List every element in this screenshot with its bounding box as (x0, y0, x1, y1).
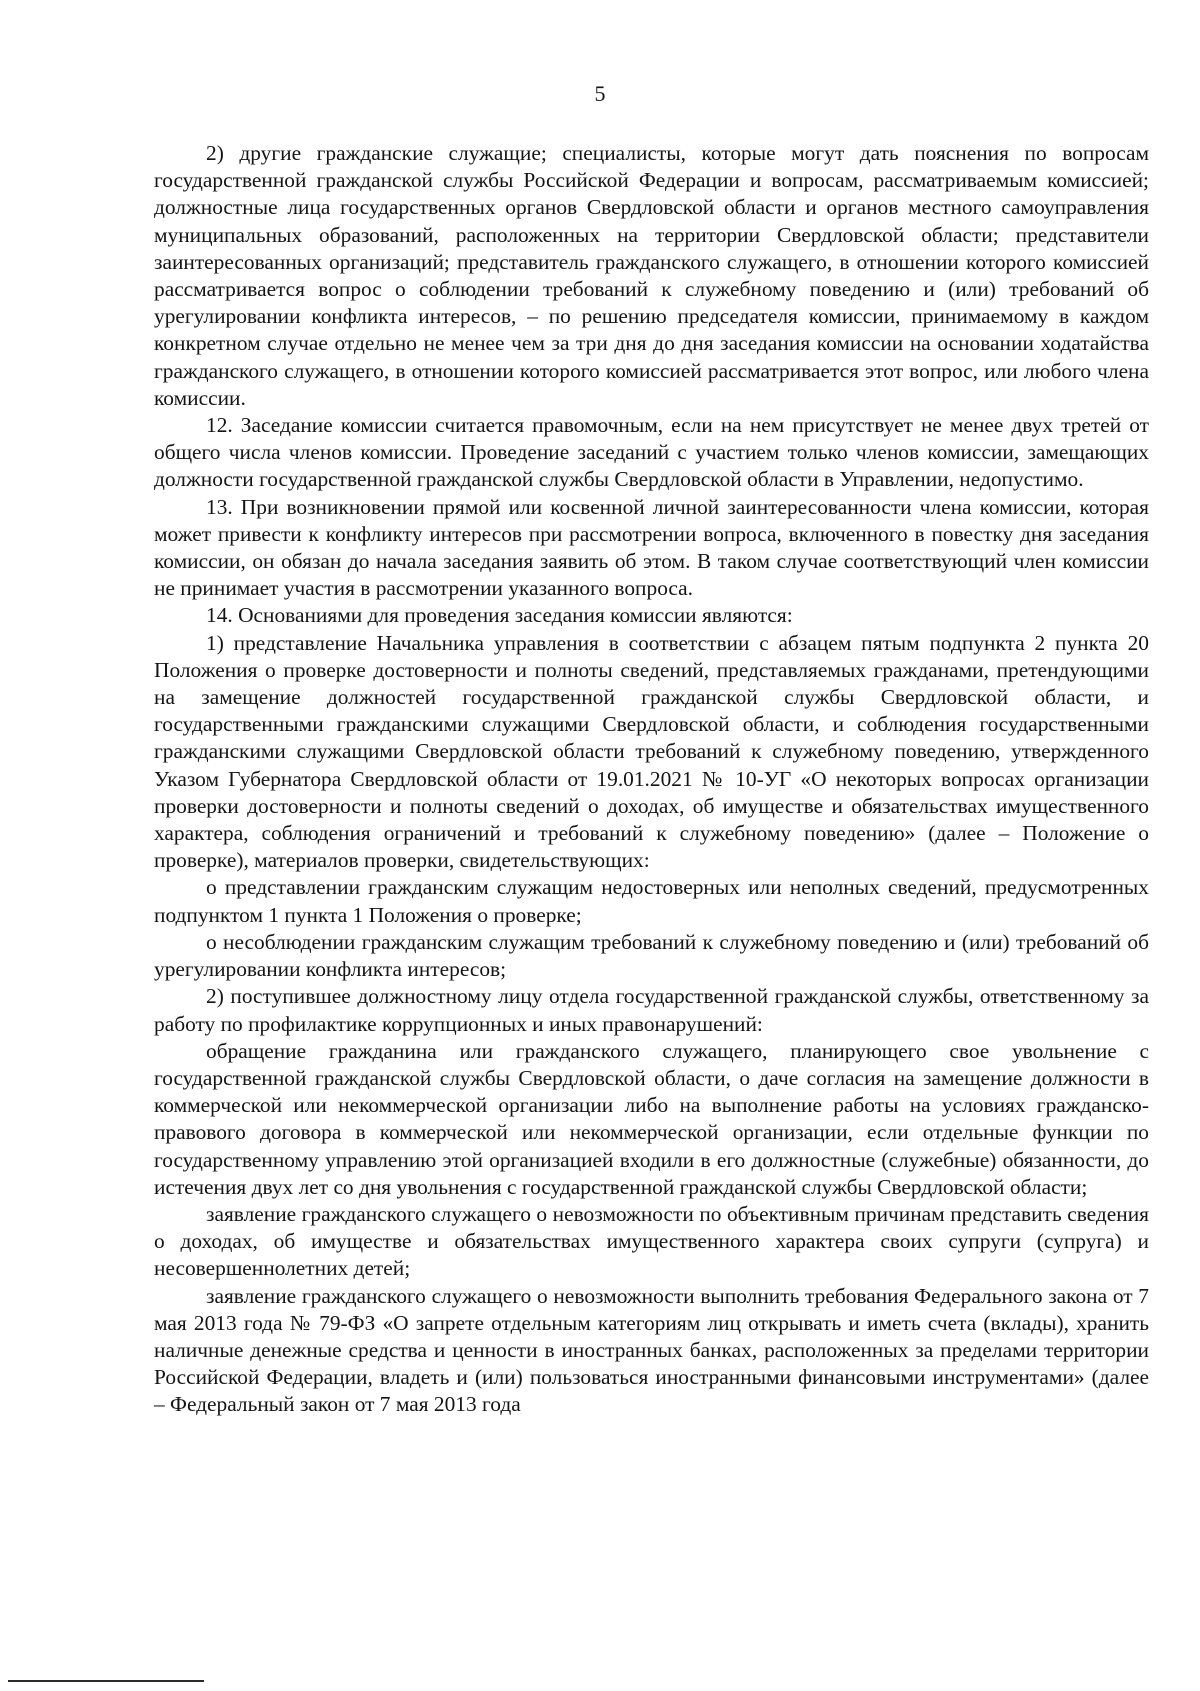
paragraph-13-conflict: 13. При возникновении прямой или косвенной личной заинтересованности члена комиссии, которая может привести к конфликту интересов при рассмотрении вопроса, включенного в повестку дня заседания комиссии, он обязан до начала заседания заявить об этом. В таком случае соответствующий член комиссии не принимает участия в рассмотрении указанного вопроса. (154, 494, 1149, 601)
paragraph-citizen-appeal: обращение гражданина или гражданского служащего, планирующего свое увольнение с государственной гражданской службы Свердловской области, о даче согласия на замещение должности в коммерческой или некоммерческой организации либо на выполнение работы на условиях гражданско-правового договора в коммерческой или некоммерческой организации, если отдельные функции по государственному управлению этой организацией входили в его должностные (служебные) обязанности, до истечения двух лет со дня увольнения с государственной гражданской службы Свердловской области; (154, 1038, 1149, 1199)
paragraph-14-2-received: 2) поступившее должностному лицу отдела государственной гражданской службы, ответственному за работу по профилактике коррупционных и иных правонарушений: (154, 984, 1149, 1036)
paragraph-statement-federal-law: заявление гражданского служащего о невозможности выполнить требования Федерального закона от 7 мая 2013 года № 79-ФЗ «О запрете отдельным категориям лиц открывать и иметь счета (вклады), хранить наличные денежные средства и ценности в иностранных банках, расположенных за пределами территории Российской Федерации, владеть и (или) пользоваться иностранными финансовыми инструментами» (далее – Федеральный закон от 7 мая 2013 года (154, 1283, 1149, 1417)
paragraph-other-participants: 2) другие гражданские служащие; специалисты, которые могут дать пояснения по вопросам государственной гражданской службы Российской Федерации и вопросам, рассматриваемым комиссией; должностные лица государственных органов Свердловской области и органов местного самоуправления муниципальных образований, расположенных на территории Свердловской области; представители заинтересованных организаций; представитель гражданского служащего, в отношении которого комиссией рассматривается вопрос о соблюдении требований к служебному поведению и (или) требований об урегулировании конфликта интересов, – по решению председателя комиссии, принимаемому в каждом конкретном случае отдельно не менее чем за три дня до дня заседания комиссии на основании ходатайства гражданского служащего, в отношении которого комиссией рассматривается этот вопрос, или любого члена комиссии. (154, 141, 1149, 410)
footer-rule (8, 1680, 204, 1682)
paragraph-statement-income: заявление гражданского служащего о невозможности по объективным причинам представить сведения о доходах, об имуществе и обязательствах имущественного характера своих супруги (супруга) и несовершеннолетних детей; (154, 1201, 1149, 1281)
page-number: 5 (594, 81, 606, 106)
document-body (154, 140, 1149, 1419)
paragraph-14-1-submission: 1) представление Начальника управления в соответствии с абзацем пятым подпункта 2 пункта 20 Положения о проверке достоверности и полноты сведений, представляемых гражданами, претендующими на замещение должностей государственной гражданской службы Свердловской области, и государственными гражданскими служащими Свердловской области, и соблюдения государственными гражданскими служащими Свердловской области требований к служебному поведению, утвержденного Указом Губернатора Свердловской области от 19.01.2021 № 10-УГ «О некоторых вопросах организации проверки достоверности и полноты сведений о доходах, об имуществе и обязательствах имущественного характера, соблюдения ограничений и требований к служебному поведению» (далее – Положение о проверке), материалов проверки, свидетельствующих: (154, 630, 1149, 873)
paragraph-non-compliance: о несоблюдении гражданским служащим требований к служебному поведению и (или) требований об урегулировании конфликта интересов; (154, 929, 1149, 982)
paragraph-12-quorum: 12. Заседание комиссии считается правомочным, если на нем присутствует не менее двух третей от общего числа членов комиссии. Проведение заседаний с участием только членов комиссии, замещающих должности государственной гражданской службы Свердловской области в Управлении, недопустимо. (154, 413, 1149, 492)
paragraph-false-information: о представлении гражданским служащим недостоверных или неполных сведений, предусмотренных подпунктом 1 пункта 1 Положения о проверке; (154, 875, 1149, 927)
paragraph-14-grounds: 14. Основаниями для проведения заседания комиссии являются: (206, 603, 793, 628)
